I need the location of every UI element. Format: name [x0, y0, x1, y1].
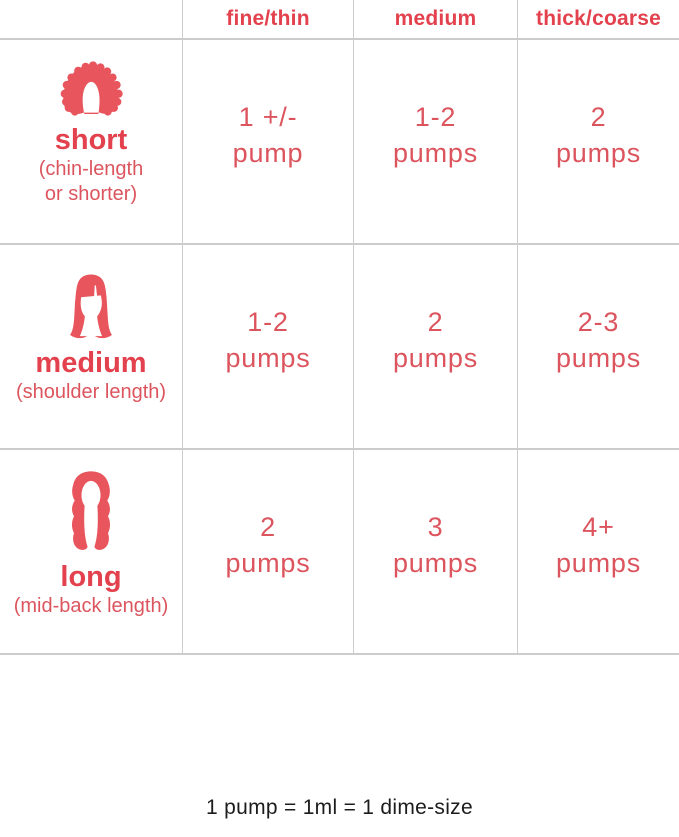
dose-line: 3: [427, 511, 444, 542]
row-sublabel-long-line1: (mid-back length): [13, 595, 169, 617]
dose-line: 2: [590, 101, 607, 132]
dose-line: 1-2: [414, 101, 457, 132]
dose-line: pumps: [392, 547, 479, 578]
long-wavy-hair-icon: [57, 468, 125, 555]
row-header-short: [0, 40, 183, 245]
cell-long-fine-thin: [183, 450, 354, 655]
row-label-long: long: [60, 561, 122, 593]
dose-line: 2-3: [577, 306, 620, 337]
cell-medium-fine-thin: [183, 245, 354, 450]
cell-medium-thick-coarse: [518, 245, 679, 450]
cell-long-medium: [354, 450, 518, 655]
footer-note: 1 pump = 1ml = 1 dime-size: [206, 796, 473, 819]
dose-line: pumps: [555, 547, 642, 578]
dose-line: pumps: [555, 137, 642, 168]
cell-medium-medium: [354, 245, 518, 450]
cell-short-medium: [354, 40, 518, 245]
dose-line: 1 +/-: [238, 101, 298, 132]
dose-line: pumps: [392, 137, 479, 168]
dose-line: 4+: [582, 511, 615, 542]
row-sublabel-short-line1: (chin-length: [38, 158, 144, 180]
dose-line: pumps: [555, 342, 642, 373]
row-label-short: short: [54, 124, 128, 156]
dose-line: 1-2: [247, 306, 289, 337]
table-corner-cell: [0, 0, 183, 40]
dose-line: pumps: [392, 342, 479, 373]
cell-short-thick-coarse: [518, 40, 679, 245]
row-header-medium: [0, 245, 183, 450]
cell-long-thick-coarse: [518, 450, 679, 655]
dose-line: 2: [427, 306, 444, 337]
row-sublabel-medium-line1: (shoulder length): [15, 381, 167, 403]
column-header-thick-coarse: thick/coarse: [518, 0, 679, 40]
short-curly-bob-hair-icon: [57, 60, 125, 118]
column-header-medium: medium: [354, 0, 518, 40]
row-sublabel-short-line2: or shorter): [44, 183, 138, 205]
row-header-long: [0, 450, 183, 655]
row-label-medium: medium: [35, 347, 147, 379]
dose-line: 2: [260, 511, 276, 542]
cell-short-fine-thin: [183, 40, 354, 245]
dose-line: pumps: [225, 547, 311, 578]
dose-line: pump: [232, 137, 304, 168]
shoulder-length-hair-with-bangs-icon: [60, 272, 122, 341]
column-header-fine-thin: fine/thin: [183, 0, 354, 40]
dose-line: pumps: [225, 342, 311, 373]
